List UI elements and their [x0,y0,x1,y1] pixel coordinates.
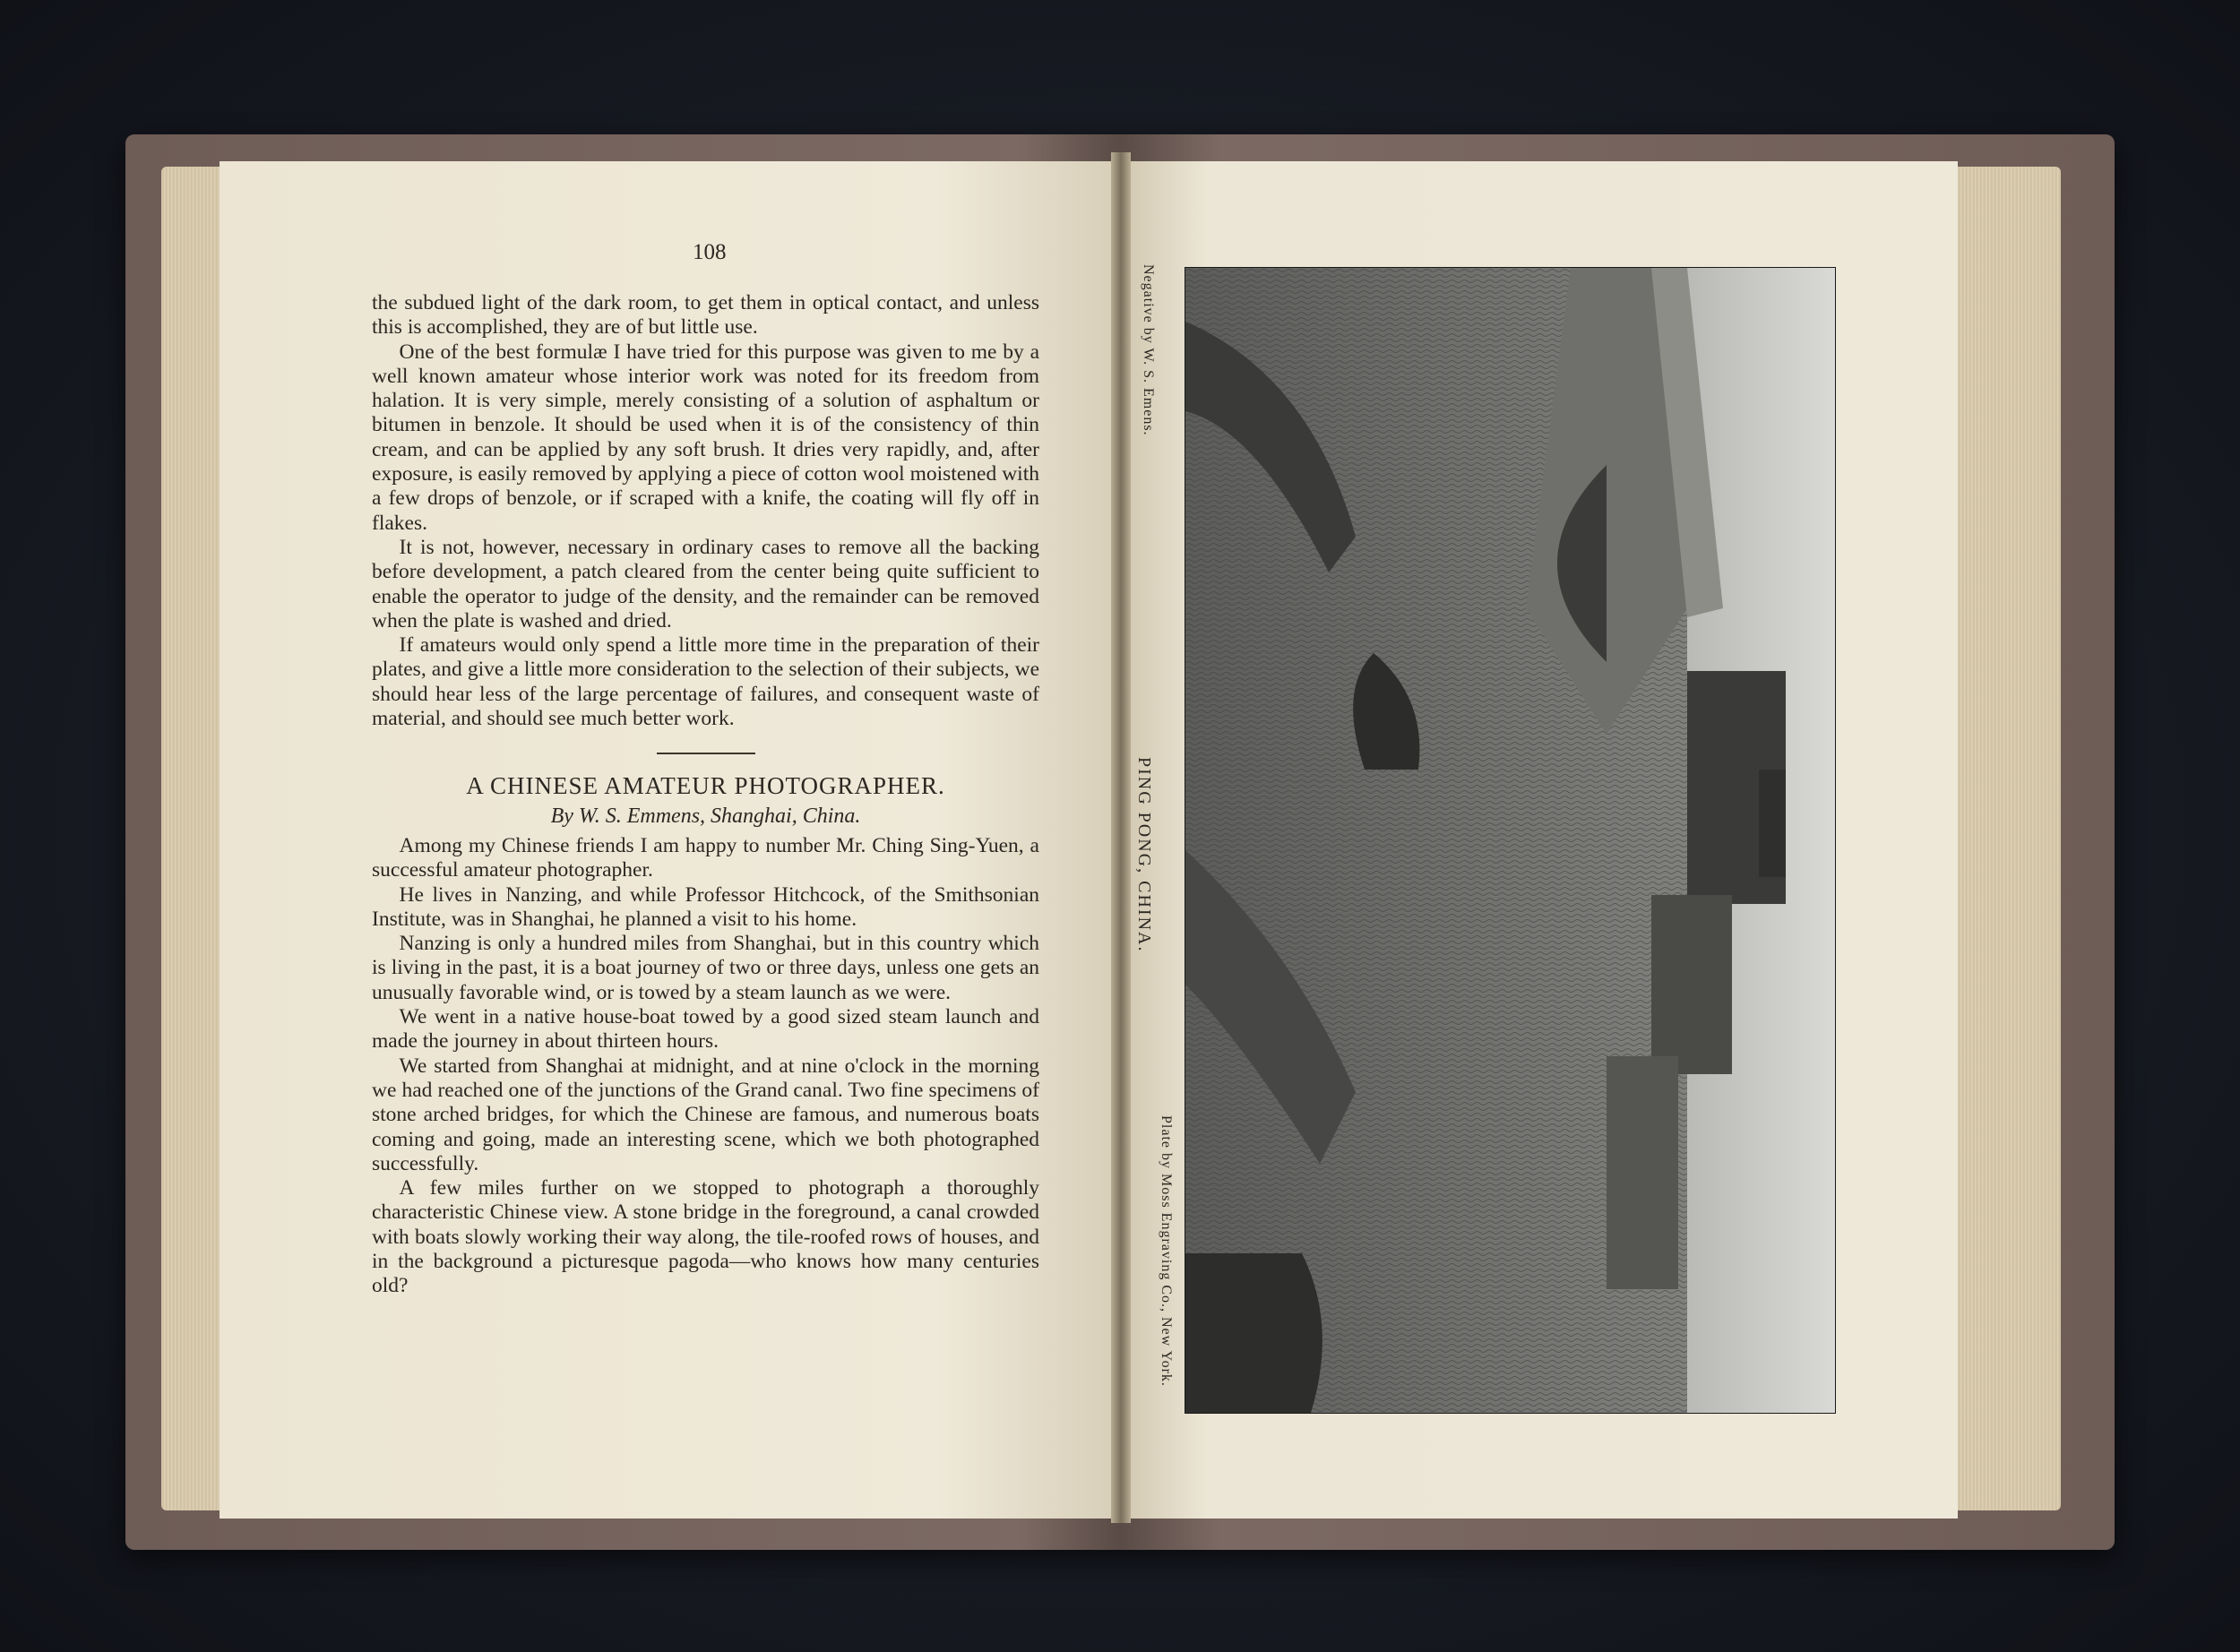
paragraph: A few miles further on we stopped to photograph a thoroughly characteristic Chinese view. A stone bridge in the foreground, a canal crowded with boats slowly working their way along, the tile-roofed rows of houses, and in the background a picturesque pagoda—who knows how many centuries old? [372,1176,1039,1298]
paragraph: He lives in Nanzing, and while Professor Hitchcock, of the Smithsonian Institute, was in Shanghai, he planned a visit to his home. [372,882,1039,931]
book-gutter [1111,152,1131,1523]
left-page-text [372,291,1039,1299]
caption-plate: Plate by Moss Engraving Co., New York. [1159,1115,1174,1387]
section-divider [657,753,755,754]
page-edges-right [1958,167,2061,1510]
paragraph: One of the best formulæ I have tried for this purpose was given to me by a well known amateur whose interior work was noted for its freedom from halation. It is very simple, merely consisting of a solution of asphaltum or bitumen in benzole. It should be used when it is of the consistency of thin cream, and can be applied by any soft brush. It dries very rapidly, and, after exposure, is easily removed by applying a piece of cotton wool moistened with a few drops of benzole, or if scraped with a knife, the coating will fly off in flakes. [372,340,1039,535]
article-title: A CHINESE AMATEUR PHOTOGRAPHER. [466,772,945,800]
foreground-bank [1185,1253,1322,1413]
tiled-roof-house [1651,895,1732,1074]
paragraph: We started from Shanghai at midnight, and at nine o'clock in the morning we had reached one of the junctions of the Grand canal. Two fine specimens of stone arched bridges, for which the Chinese are famous, and numerous boats coming and going, made an interesting scene, which we both photographed successfully. [372,1054,1039,1175]
paragraph: Nanzing is only a hundred miles from Shanghai, but in this country which is living in the past, it is a boat journey of two or three days, unless one gets an unusually favorable wind, or is towed by a steam launch as we were. [372,932,1039,1004]
article-byline: By W. S. Emmens, Shanghai, China. [550,804,861,828]
paragraph: the subdued light of the dark room, to get them in optical contact, and unless this is accomplished, they are of but little use. [372,291,1039,340]
halftone-photograph [1185,267,1836,1414]
paragraph: If amateurs would only spend a little more time in the preparation of their plates, and give a little more consideration to the selection of their subjects, we should hear less of the large percentage of failures, and consequent waste of material, and should see much better work. [372,633,1039,731]
page-number: 108 [693,240,727,264]
caption-title: PING PONG, CHINA. [1134,757,1154,953]
paragraph: Among my Chinese friends I am happy to number Mr. Ching Sing-Yuen, a successful amateur photographer. [372,833,1039,882]
house-row [1607,1056,1678,1289]
caption-negative: Negative by W. S. Emens. [1141,264,1156,436]
pagoda [1759,770,1786,877]
page-edges-left [161,167,224,1510]
paragraph: It is not, however, necessary in ordinary cases to remove all the backing before development, a patch cleared from the center being quite sufficient to enable the operator to judge of the density, and the remainder can be removed when the plate is washed and dried. [372,535,1039,632]
photo-illustration [1185,268,1835,1413]
paragraph: We went in a native house-boat towed by a good sized steam launch and made the journey in about thirteen hours. [372,1005,1039,1054]
